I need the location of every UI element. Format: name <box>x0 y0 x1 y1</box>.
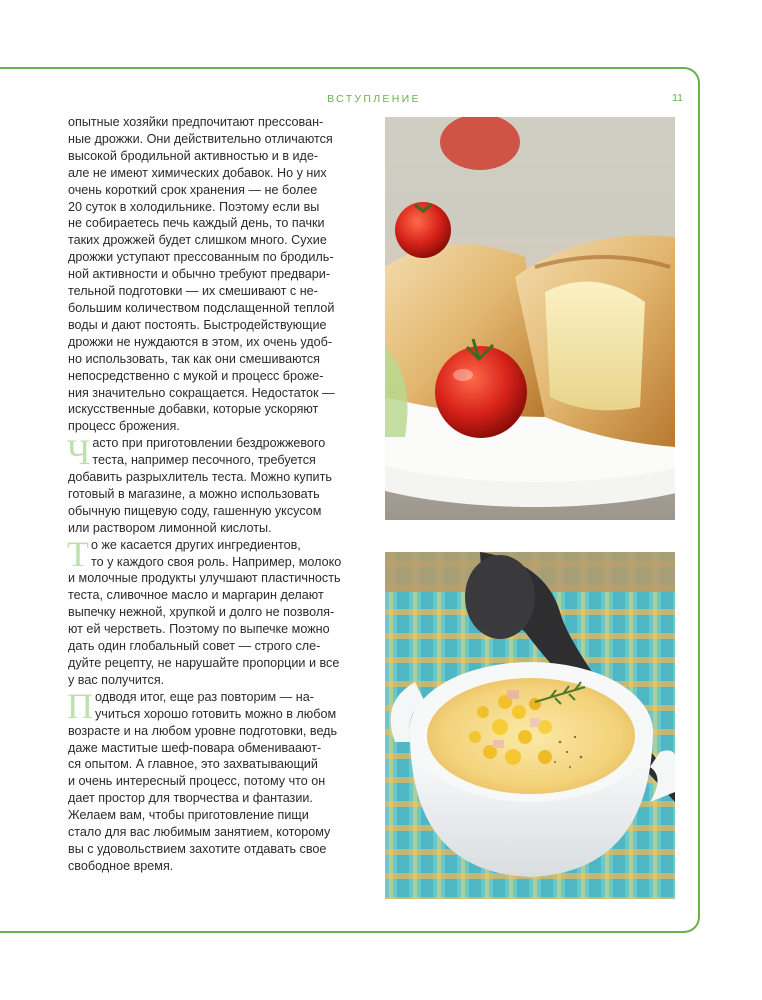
text-line: опытные хозяйки предпочитают прессован- <box>68 115 324 129</box>
body-text-column <box>68 114 360 875</box>
text-line: але не имеют химических добавок. Но у них <box>68 165 327 180</box>
text-line: свободное время. <box>68 858 174 873</box>
text-line: таких дрожжей будет слишком много. Сухие <box>68 233 327 248</box>
text-line: выпечку нежной, хрупкой и долго не позволя- <box>68 605 335 620</box>
text-line: даже маститые шеф-повара обмениваают- <box>68 740 322 755</box>
text-line: вы с удовольствием захотите отдавать свое <box>68 841 327 856</box>
text-line: тельной подготовки — их смешивают с не- <box>68 284 318 299</box>
text-line: готовый в магазине, а можно использовать <box>68 486 320 501</box>
text-line: непосредственно с мукой и процесс броже- <box>68 368 324 383</box>
paragraph-3 <box>67 533 360 689</box>
text-line: искусственные добавки, которые ускоряют <box>68 402 319 417</box>
text-line: обычную пищевую соду, гашенную уксусом <box>68 503 322 518</box>
text-line: 20 суток в холодильнике. Поэтому если вы <box>68 199 320 214</box>
text-line: не собираетесь печь каждый день, то пачки <box>68 216 325 231</box>
text-line: дрожжи уступают прессованным по бродиль- <box>68 250 334 265</box>
dropcap-letter: Т <box>67 533 89 574</box>
paragraph-2 <box>67 432 360 536</box>
text-line: воды и дают постоять. Быстродействующие <box>68 317 327 332</box>
text-line: асто при приготовлении бездрожжевого <box>92 436 326 451</box>
text-line: но использовать, так как они смешиваются <box>68 351 320 366</box>
cherry-tomato-bottom <box>435 346 527 438</box>
running-head-section-title: ВСТУПЛЕНИЕ <box>327 93 421 105</box>
text-line: очень короткий срок хранения — не более <box>68 182 318 197</box>
paragraph-1 <box>68 114 360 435</box>
text-line: возрасте и на любом уровне подготовки, ведь <box>68 723 338 738</box>
text-line: одводя итог, еще раз повторим — на- <box>95 689 314 704</box>
dropcap-letter: П <box>67 685 93 726</box>
text-line: ния значительно сокращается. Недостаток — <box>68 385 335 400</box>
dropcap-letter: Ч <box>67 432 91 473</box>
paragraph-4 <box>67 685 360 875</box>
soup-photo-illustration <box>385 552 675 899</box>
pie-photo-illustration <box>385 117 675 520</box>
text-line: высокой бродильной активностью и в иде- <box>68 148 319 163</box>
text-line: или раствором лимонной кислоты. <box>68 520 272 535</box>
text-line: Желаем вам, чтобы приготовление пищи <box>68 808 309 823</box>
text-line: и очень интересный процесс, потому что он <box>68 774 326 789</box>
text-line: и молочные продукты улучшают пластичность <box>68 571 341 586</box>
text-line: дать один глобальный совет — строго сле- <box>68 639 321 654</box>
text-line: теста, сливочное масло и маргарин делают <box>68 588 324 603</box>
text-line: ные дрожжи. Они действительно отличаются <box>68 131 333 146</box>
text-line: ют ей черстветь. Поэтому по выпечке можно <box>68 622 330 637</box>
text-line: учиться хорошо готовить можно в любом <box>95 706 337 721</box>
text-line: то у каждого своя роль. Например, молоко <box>91 554 342 569</box>
pie-filling <box>545 282 645 411</box>
text-line: ной активности и обычно требуют предвари- <box>68 267 331 282</box>
text-line: у вас получится. <box>68 672 165 687</box>
text-line: процесс брожения. <box>68 419 180 434</box>
text-line: большим количеством подслащенной теплой <box>68 300 335 315</box>
text-line: стало для вас любимым занятием, которому <box>68 825 331 840</box>
text-line: ся опытом. А главное, это захватывающий <box>68 757 318 772</box>
text-line: о же касается других ингредиентов, <box>91 537 301 552</box>
text-line: дрожжи не нуждаются в этом, их очень удоб- <box>68 334 333 349</box>
page-number: 11 <box>672 92 683 104</box>
text-line: добавить разрыхлитель теста. Можно купить <box>68 470 332 485</box>
photo-pie-with-tomatoes <box>385 117 675 520</box>
text-line: дуйте рецепту, не нарушайте пропорции и все <box>68 656 340 670</box>
photo-corn-soup-bowl <box>385 552 675 899</box>
text-line: теста, например песочного, требуется <box>92 453 316 468</box>
text-line: дает простор для творчества и фантазии. <box>68 791 313 806</box>
